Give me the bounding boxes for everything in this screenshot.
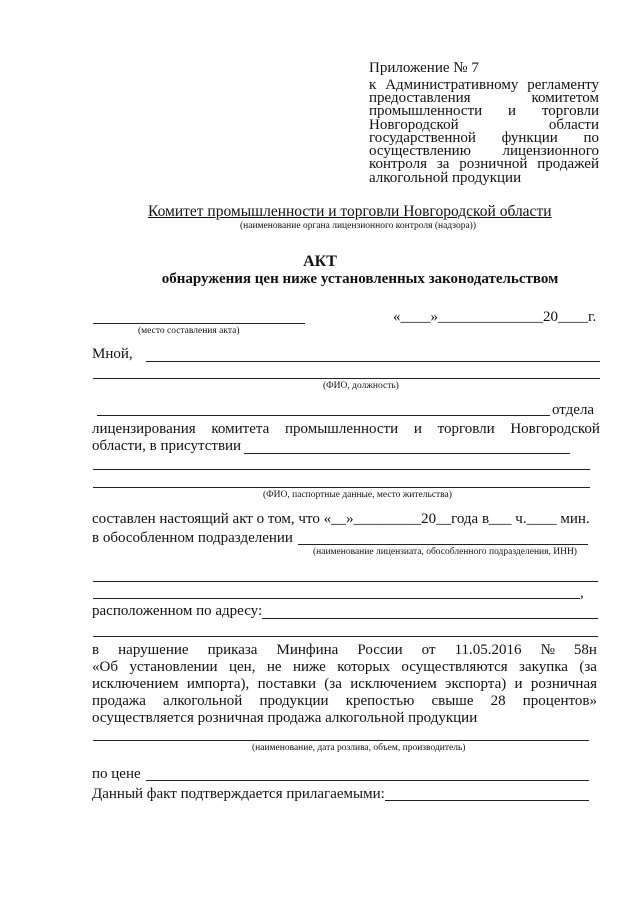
violation-word: импорта), <box>186 676 250 692</box>
appendix-word: области <box>548 116 599 133</box>
confirm-label: Данный факт подтверждается прилагаемыми: <box>92 786 385 802</box>
violation-word: исключением <box>350 676 437 692</box>
witness-line-1[interactable] <box>93 469 590 470</box>
appendix-word: государственной <box>369 129 476 146</box>
appendix-word: Административному <box>385 77 519 93</box>
act-subtitle: обнаружения цен ниже установленных законодательством <box>161 271 559 287</box>
violation-word: свыше <box>431 693 474 709</box>
department-word: лицензирования <box>92 421 196 437</box>
by-me-label: Мной, <box>92 346 133 362</box>
violation-word: алкогольной <box>163 693 243 709</box>
violation-word: в <box>92 642 100 658</box>
violation-word: приказа <box>207 642 258 658</box>
violation-word: цен, <box>228 659 256 675</box>
appendix-word: продажей <box>537 156 599 173</box>
violation-word: (за <box>579 659 597 675</box>
violation-word: № <box>540 642 555 658</box>
appendix-word: за <box>436 156 450 173</box>
violation-word: закупка <box>519 659 568 675</box>
place-line[interactable] <box>93 323 305 324</box>
act-title: АКТ <box>303 253 337 270</box>
appendix-word: к <box>369 77 377 93</box>
appendix-word: Новгородской <box>369 116 459 133</box>
department-suffix: отдела <box>552 402 595 418</box>
date-field[interactable]: «____»______________20____г. <box>393 309 597 325</box>
violation-word: и <box>514 676 523 692</box>
violation-word: 28 <box>490 693 506 709</box>
subdivision-line-2[interactable] <box>93 581 598 582</box>
violation-line-2 <box>92 659 597 676</box>
violation-word: крепостью <box>345 693 415 709</box>
violation-word: от <box>421 642 436 658</box>
subdivision-line[interactable] <box>298 544 588 545</box>
subdivision-caption: (наименование лицензиата, обособленного подразделения, ИНН) <box>313 547 577 557</box>
address-line-1[interactable] <box>262 618 598 619</box>
by-me-line-1[interactable] <box>146 361 600 362</box>
by-me-caption: (ФИО, должность) <box>323 381 399 391</box>
by-me-line-2[interactable] <box>93 378 600 379</box>
violation-word: Минфина <box>276 642 339 658</box>
address-label: расположенном по адресу: <box>92 603 263 619</box>
witness-caption: (ФИО, паспортные данные, место жительства) <box>263 490 452 500</box>
department-text <box>92 421 600 438</box>
violation-word: продукции <box>259 693 329 709</box>
violation-word: 11.05.2016 <box>454 642 522 658</box>
violation-word: поставки <box>257 676 316 692</box>
composed-text[interactable]: составлен настоящий акт о том, что «__»_________20__года в___ ч.____ мин. <box>92 511 590 527</box>
appendix-word: предоставления <box>369 90 471 107</box>
authority-caption: (наименование органа лицензионного контроля (надзора)) <box>240 221 476 231</box>
subdivision-line-3[interactable] <box>93 598 580 599</box>
violation-line-3 <box>92 676 597 693</box>
violation-word: не <box>266 659 282 675</box>
address-line-2[interactable] <box>93 636 598 637</box>
appendix-word: контроля <box>369 156 427 173</box>
appendix-word: розничной <box>459 156 528 173</box>
product-caption: (наименование, дата розлива, объем, производитель) <box>252 743 466 753</box>
appendix-title: Приложение № 7 <box>369 60 479 76</box>
appendix-word: промышленности <box>369 103 483 120</box>
department-word: комитета <box>211 421 270 437</box>
price-line[interactable] <box>146 780 589 781</box>
violation-word: России <box>357 642 403 658</box>
violation-word: (за <box>324 676 342 692</box>
appendix-word: функции <box>501 129 558 146</box>
violation-word: исключением <box>92 676 179 692</box>
violation-word: розничная <box>530 676 597 692</box>
violation-word: процентов» <box>522 693 597 709</box>
confirm-line[interactable] <box>385 800 589 801</box>
violation-line-1 <box>92 642 597 659</box>
authority-name: Комитет промышленности и торговли Новгородской области <box>148 203 552 220</box>
violation-word: нарушение <box>118 642 189 658</box>
presence-line[interactable] <box>244 453 570 454</box>
product-line[interactable] <box>93 740 589 741</box>
appendix-word: комитетом <box>531 90 599 107</box>
place-caption: (место составления акта) <box>138 326 240 336</box>
price-label: по цене <box>92 766 141 782</box>
violation-line-5: осуществляется розничная продажа алкогольной продукции <box>92 710 478 726</box>
appendix-word: лицензионного <box>502 143 599 159</box>
department-word: торговли <box>437 421 495 437</box>
appendix-word: и <box>508 103 517 120</box>
department-word: промышленности <box>284 421 399 437</box>
violation-word: 58н <box>573 642 597 658</box>
appendix-last-line: алкогольной продукции <box>369 170 522 186</box>
violation-word: продажа <box>92 693 146 709</box>
appendix-word: торговли <box>541 103 599 120</box>
violation-word: установлении <box>129 659 218 675</box>
presence-label: области, в присутствии <box>92 438 242 454</box>
department-line[interactable] <box>97 415 550 416</box>
appendix-word: осуществлению <box>369 143 471 159</box>
appendix-word: по <box>583 129 599 146</box>
department-word: и <box>413 421 422 437</box>
department-word: Новгородской <box>510 421 600 437</box>
witness-line-2[interactable] <box>93 487 590 488</box>
violation-word: «Об <box>92 659 118 675</box>
violation-word: ниже <box>292 659 326 675</box>
violation-word: осуществляются <box>401 659 508 675</box>
violation-line-4 <box>92 693 597 710</box>
violation-word: которых <box>337 659 391 675</box>
subdivision-comma: , <box>580 585 584 601</box>
appendix-word: регламенту <box>527 77 599 93</box>
subdivision-label: в обособленном подразделении <box>92 530 293 546</box>
violation-word: экспорта) <box>445 676 507 692</box>
